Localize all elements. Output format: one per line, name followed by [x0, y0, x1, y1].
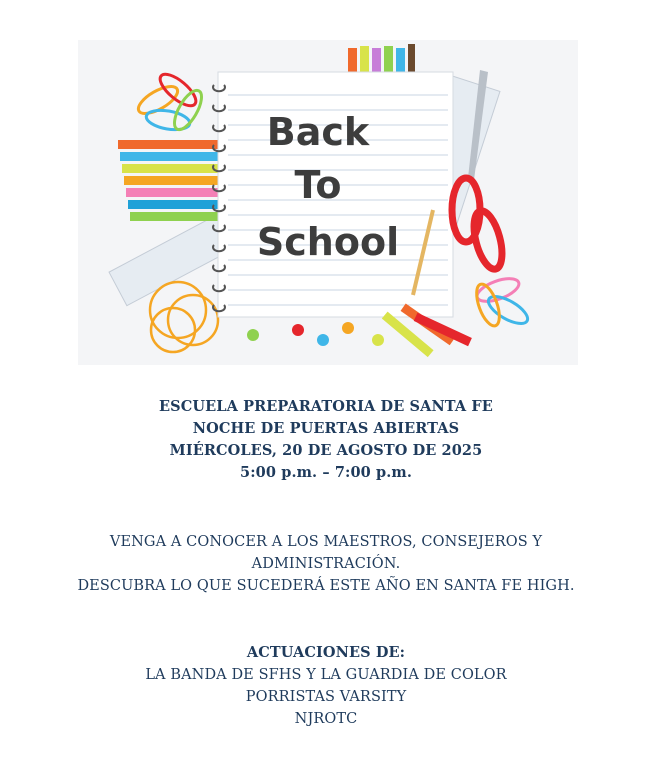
performances-section — [0, 642, 652, 730]
performance-item: PORRISTAS VARSITY — [245, 689, 407, 705]
invite-line-2: ADMINISTRACIÓN. — [251, 556, 401, 572]
event-time: 5:00 p.m. – 7:00 p.m. — [240, 464, 412, 481]
event-details — [0, 396, 652, 484]
notebook-icon — [213, 72, 453, 317]
performance-item: NJROTC — [294, 711, 358, 727]
back-to-school-image — [78, 40, 578, 365]
rubber-bands-icon — [150, 282, 218, 352]
performances-heading: ACTUACIONES DE: — [246, 644, 406, 661]
performance-item: LA BANDA DE SFHS Y LA GUARDIA DE COLOR — [145, 667, 507, 683]
hero-title-line-1: Back — [266, 110, 370, 154]
hero-title-line-2: To — [294, 163, 342, 207]
event-date: MIÉRCOLES, 20 DE AGOSTO DE 2025 — [169, 442, 483, 459]
school-name: ESCUELA PREPARATORIA DE SANTA FE — [159, 398, 493, 415]
event-name: NOCHE DE PUERTAS ABIERTAS — [192, 420, 460, 437]
school-supplies-illustration — [78, 40, 578, 365]
colored-pencils-left-icon — [118, 140, 218, 221]
invite-line-1: VENGA A CONOCER A LOS MAESTROS, CONSEJEROS Y — [109, 534, 543, 550]
invite-line-3: DESCUBRA LO QUE SUCEDERÁ ESTE AÑO EN SANTA FE HIGH. — [77, 578, 575, 594]
invitation-text — [0, 531, 652, 597]
push-pins-icon — [247, 322, 384, 346]
hero-title-line-3: School — [256, 220, 400, 264]
